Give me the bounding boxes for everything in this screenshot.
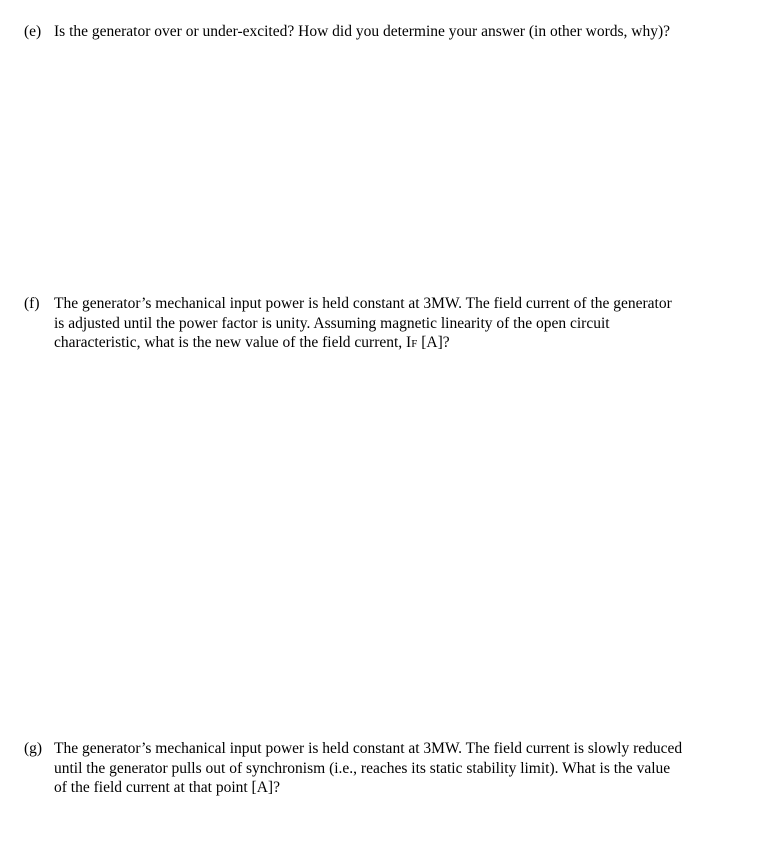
question-label: (f) [24, 295, 40, 312]
question-line: is adjusted until the power factor is unity. Assuming magnetic linearity of the open circuit [54, 314, 610, 332]
question-text [54, 294, 754, 355]
question-g [24, 739, 754, 798]
question-line: The generator’s mechanical input power is held constant at 3MW. The field current of the generator [54, 295, 672, 312]
question-e [24, 22, 754, 42]
question-text [54, 22, 754, 42]
question-line: until the generator pulls out of synchronism (i.e., reaches its static stability limit). What is the value [54, 759, 671, 777]
question-label: (g) [24, 740, 43, 757]
question-line-with-symbol [54, 333, 754, 355]
question-line-text: characteristic, what is the new value of the field current, [54, 334, 407, 351]
field-current-symbol: I [406, 334, 412, 351]
question-line: The generator’s mechanical input power is held constant at 3MW. The field current is slowly reduced [54, 740, 683, 757]
question-f [24, 294, 754, 355]
question-label: (e) [24, 23, 42, 40]
question-line: of the field current at that point [A]? [54, 779, 280, 796]
field-current-subscript: F [411, 338, 418, 350]
question-line: Is the generator over or under-excited? How did you determine your answer (in other words, why)? [54, 23, 671, 40]
question-text [54, 739, 754, 798]
question-suffix: [A]? [417, 334, 450, 351]
